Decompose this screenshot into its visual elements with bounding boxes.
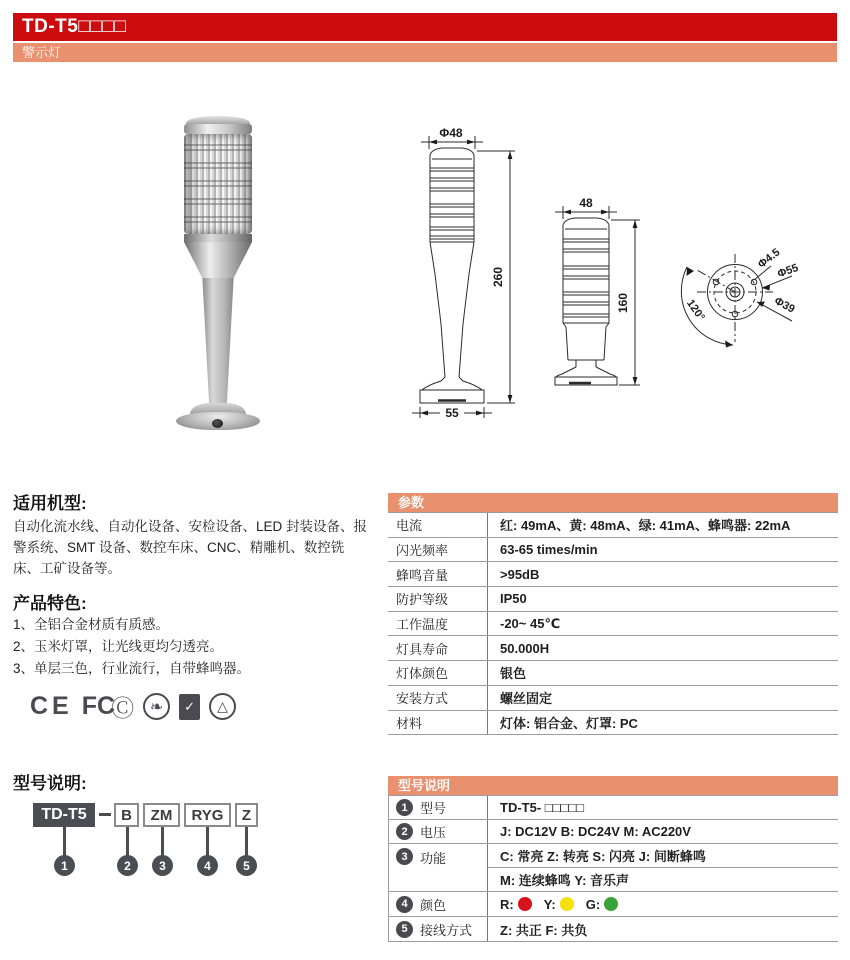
- green-dot-icon: [604, 897, 618, 911]
- legend-segment-box: B: [114, 803, 139, 827]
- color-code-yellow: Y:: [543, 896, 556, 912]
- table-row: 1 型号 TD-T5- □□□□□: [389, 796, 838, 820]
- front-ribs: [430, 168, 474, 239]
- row-number-badge: 4: [396, 896, 413, 913]
- table-row: 4 颜色 R: Y: G:: [389, 892, 838, 917]
- photo-lens: [184, 134, 252, 234]
- color-code-red: R:: [500, 896, 514, 912]
- dim-bottom-hole: Φ4.5: [755, 246, 783, 271]
- table-row: 5 接线方式 Z: 共正 F: 共负: [389, 917, 838, 942]
- table-row: 材料 灯体: 铝合金、灯罩: PC: [388, 711, 838, 736]
- photo-base-hole: [212, 419, 223, 428]
- model-legend-title: 型号说明:: [13, 774, 87, 793]
- color-code-green: G:: [585, 896, 601, 912]
- table-row: 工作温度 -20~ 45℃: [388, 612, 838, 637]
- photo-cone: [184, 242, 252, 278]
- row-number-badge: 3: [396, 848, 413, 865]
- legend-segment-box: RYG: [184, 803, 231, 827]
- photo-cap-ring: [184, 124, 252, 134]
- parameters-table: [388, 493, 838, 735]
- dim-bottom-angle: 120°: [684, 297, 707, 324]
- dim-bottom-bolt-circle: Φ39: [772, 295, 797, 316]
- table-row: 闪光频率 63-65 times/min: [388, 538, 838, 563]
- table-row: 电流 红: 49mA、黄: 48mA、绿: 41mA、蜂鸣器: 22mA: [388, 513, 838, 538]
- dim-bottom-outer: Φ55: [775, 261, 801, 281]
- legend-dash: [99, 813, 111, 816]
- fcc-mark-icon: FC Ⓒ: [81, 692, 135, 721]
- table-row: 3 功能 C: 常亮 Z: 转亮 S: 闪亮 J: 间断蜂鸣 M: 连续蜂鸣 Y: 音乐声: [389, 844, 838, 892]
- yellow-dot-icon: [560, 897, 574, 911]
- model-title-bar: [13, 13, 837, 41]
- drawing-bottom-view: [653, 224, 850, 374]
- legend-segment-box: Z: [235, 803, 258, 827]
- legend-index-badge: 1: [54, 855, 75, 876]
- dim-side-height: 160: [616, 292, 630, 314]
- product-photo: [148, 95, 288, 445]
- feature-item: 3、单层三色，行业流行，自带蜂鸣器。: [13, 661, 251, 676]
- model-number: TD-T5□□□□: [22, 16, 127, 37]
- drawing-front-view: [398, 124, 534, 424]
- legend-connector: [206, 827, 209, 856]
- feature-item: 1、全铝合金材质有质感。: [13, 617, 170, 632]
- tuv-badge-icon: ✓: [179, 694, 200, 720]
- rohs-leaf-icon: ❧: [143, 693, 170, 720]
- photo-band: [184, 234, 252, 242]
- side-ribs: [563, 239, 609, 317]
- dim-side-width: 48: [579, 196, 593, 210]
- legend-index-badge: 5: [236, 855, 257, 876]
- legend-connector: [126, 827, 129, 856]
- legend-index-badge: 3: [152, 855, 173, 876]
- red-dot-icon: [518, 897, 532, 911]
- legend-base-box: TD-T5: [33, 803, 95, 827]
- parameters-table-title: 参数: [388, 493, 838, 512]
- dim-front-diameter: Φ48: [439, 126, 463, 140]
- certification-logos: [30, 690, 236, 723]
- features-title: 产品特色:: [13, 594, 87, 613]
- legend-segment-box: ZM: [143, 803, 180, 827]
- legend-index-badge: 4: [197, 855, 218, 876]
- feature-item: 2、玉米灯罩，让光线更均匀透亮。: [13, 639, 224, 654]
- legend-index-badge: 2: [117, 855, 138, 876]
- applicable-models-text: 自动化流水线、自动化设备、安检设备、LED 封装设备、报警系统、SMT 设备、数控车床、CNC、精雕机、数控铣床、工矿设备等。: [13, 519, 368, 576]
- ce-mark-icon: CE: [30, 692, 73, 720]
- table-row: 防护等级 IP50: [388, 587, 838, 612]
- table-row: 2 电压 J: DC12V B: DC24V M: AC220V: [389, 820, 838, 844]
- parameters-table-body: [388, 512, 838, 735]
- dim-front-height: 260: [491, 266, 505, 288]
- table-row: 安装方式 螺丝固定: [388, 686, 838, 711]
- model-table: [388, 776, 838, 942]
- category-bar: [13, 43, 837, 62]
- table-row: 灯体颜色 银色: [388, 661, 838, 686]
- function-codes-line1: C: 常亮 Z: 转亮 S: 闪亮 J: 间断蜂鸣: [488, 844, 838, 868]
- features-list: [13, 614, 250, 680]
- model-table-body: [388, 795, 838, 942]
- category-label: 警示灯: [22, 45, 62, 60]
- row-number-badge: 1: [396, 799, 413, 816]
- table-row: 蜂鸣音量 >95dB: [388, 562, 838, 587]
- legend-connector: [161, 827, 164, 856]
- row-number-badge: 2: [396, 823, 413, 840]
- applicable-models-title: 适用机型:: [13, 494, 87, 513]
- dim-front-base-width: 55: [445, 406, 459, 420]
- model-table-title: 型号说明: [388, 776, 838, 795]
- photo-stem: [184, 278, 252, 404]
- table-row: 灯具寿命 50.000H: [388, 636, 838, 661]
- legend-connector: [245, 827, 248, 856]
- triangle-cert-icon: △: [209, 693, 236, 720]
- function-codes-line2: M: 连续蜂鸣 Y: 音乐声: [500, 872, 630, 888]
- legend-connector: [63, 827, 66, 856]
- row-number-badge: 5: [396, 921, 413, 938]
